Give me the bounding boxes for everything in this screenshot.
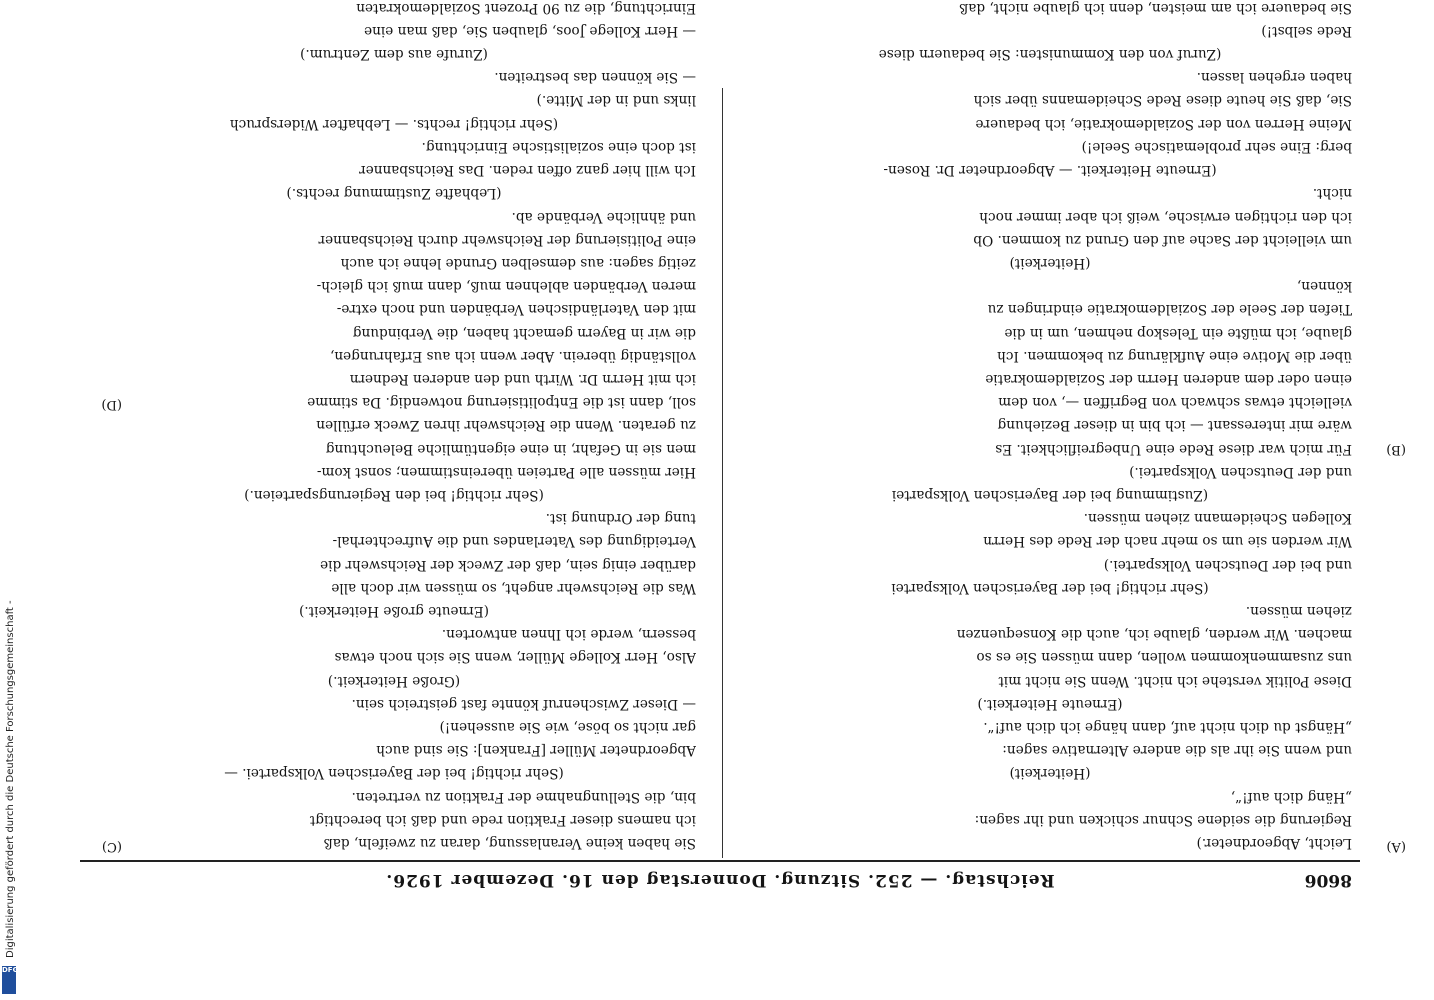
page-number: 8606	[1304, 870, 1352, 890]
text-line: Abgeordneter Müller [Franken]: Sie sind auch	[376, 742, 696, 759]
text-line: Für mich war diese Rede eine Unbegreiflichkeit. Es	[995, 440, 1352, 457]
text-line: Also, Herr Kollege Müller, wenn Sie sich noch etwas	[334, 649, 696, 666]
text-line: ich namens dieser Fraktion rede und daß ich berechtigt	[309, 811, 696, 828]
left-text-column	[748, 0, 1352, 854]
text-line: machen. Wir werden, glaube ich, auch die Konsequenzen	[956, 626, 1352, 643]
text-line: Hier müssen alle Parteien übereinstimmen; sonst kom-	[316, 463, 696, 480]
text-line: zu geraten. Wenn die Reichswehr ihren Zweck erfüllen	[316, 417, 696, 434]
text-line: Sie bedauere ich am meisten, denn ich glaube nicht, daß	[959, 0, 1352, 16]
text-line: berg: Eine sehr problematische Seele!)	[1081, 138, 1352, 155]
text-line: men sie in Gefahr, in eine eigentümliche Beleuchtung	[325, 440, 696, 457]
right-text-column	[92, 0, 696, 854]
text-line: (Sehr richtig! bei der Bayerischen Volkspartei. —	[224, 765, 564, 782]
text-line: ist doch eine sozialistische Einrichtung.	[421, 138, 696, 155]
text-line: Sie, daß Sie heute diese Rede Scheidemanns über sich	[973, 92, 1352, 109]
text-line: „Häng dich auf!“,	[1230, 788, 1352, 805]
page-title: Reichstag. — 252. Sitzung. Donnerstag den 16. Dezember 1926.	[385, 870, 1055, 890]
text-line: (Heiterkeit)	[1009, 765, 1091, 782]
text-line: Tiefen der Seele der Sozialdemokratie eindringen zu	[987, 301, 1352, 318]
text-line: gar nicht so böse, wie Sie aussehen!)	[439, 718, 696, 735]
margin-letter-b: (B)	[1386, 442, 1406, 457]
text-line: Diese Politik verstehe ich nicht. Wenn Sie nicht mit	[998, 672, 1352, 689]
margin-letter-a: (A)	[1386, 839, 1406, 854]
text-line: Einrichtung, die zu 90 Prozent Sozialdemokraten	[356, 0, 696, 16]
text-line: bin, die Stellungnahme der Fraktion zu vertreten.	[351, 788, 696, 805]
text-line: — Herr Kollege Joos, glauben Sie, daß man eine	[364, 22, 696, 39]
text-line: Regierung die seidene Schnur schicken und ihr sagen:	[974, 811, 1352, 828]
text-line: (Heiterkeit)	[1009, 254, 1091, 271]
margin-letter-c: (C)	[101, 839, 122, 854]
text-line: (Zuruf von den Kommunisten: Sie bedauern diese	[878, 46, 1222, 63]
dfg-logo-text: DFG	[2, 966, 19, 974]
text-line: mit den Vaterländischen Verbänden und noch extre-	[336, 301, 696, 318]
text-line: ich den richtigen erwische, weiß ich aber immer noch	[979, 208, 1352, 225]
text-line: (Erneute Heiterkeit.)	[977, 695, 1123, 712]
column-divider	[722, 88, 723, 858]
text-line: vollständig überein. Aber wenn ich aus Erfahrungen,	[330, 347, 696, 364]
text-line: tung der Ordnung ist.	[545, 510, 696, 527]
text-line: haben ergehen lassen.	[1196, 69, 1352, 86]
text-line: vielleicht etwas schwach von Begriffen —, von dem	[998, 394, 1352, 411]
text-line: Was die Reichswehr angeht, so müssen wir doch alle	[331, 579, 696, 596]
text-line: (Sehr richtig! bei den Regierungsparteien.)	[244, 486, 544, 503]
text-line: wäre mir interessant — ich bin in dieser Beziehung	[997, 417, 1352, 434]
text-line: zeitig sagen: aus demselben Grunde lehne ich auch	[340, 254, 696, 271]
text-line: Leicht, Abgeordneter.)	[1196, 835, 1352, 851]
text-line: ziehen müssen.	[1245, 602, 1352, 619]
text-line: Kollegen Scheidemann ziehen müssen.	[1083, 510, 1352, 527]
dfg-logo	[2, 966, 19, 994]
text-line: (Sehr richtig! rechts. — Lebhafter Widerspruch	[229, 115, 559, 132]
text-line: und der Deutschen Volkspartei.)	[1129, 463, 1352, 480]
text-line: Wir werden sie um so mehr nach der Rede des Herrn	[983, 533, 1352, 550]
text-line: Rede selbst!)	[1261, 22, 1352, 39]
text-line: soll, dann ist die Entpolitisierung notwendig. Da stimme	[307, 394, 696, 411]
text-line: über die Motive eine Aufklärung zu bekommen. Ich	[997, 347, 1352, 364]
text-line: eine Politisierung der Reichswehr durch Reichsbanner	[318, 231, 696, 248]
margin-letter-d: (D)	[101, 397, 122, 412]
text-line: (Lebhafte Zustimmung rechts.)	[286, 185, 502, 202]
text-line: (Erneute Heiterkeit. — Abgeordneter Dr. Rosen-	[883, 162, 1217, 179]
text-line: die wir in Bayern gemacht haben, die Verbindung	[352, 324, 696, 341]
text-line: — Sie können das bestreiten.	[494, 69, 696, 86]
text-line: (Zurufe aus dem Zentrum.)	[300, 46, 488, 63]
text-line: (Erneute große Heiterkeit.)	[299, 602, 489, 619]
text-line: und wenn Sie ihr als die andere Alternative sagen:	[1002, 742, 1352, 759]
page-header	[80, 858, 1360, 894]
text-line: darüber einig sein, daß der Zweck der Reichswehr die	[320, 556, 696, 573]
header-rule	[80, 860, 1360, 862]
text-line: links und in der Mitte.)	[536, 92, 696, 109]
text-line: meren Verbänden ablehnen muß, dann muß ich gleich-	[316, 278, 696, 295]
text-line: einen oder dem anderen Herrn der Sozialdemokratie	[985, 370, 1352, 387]
caption-text: Digitalisierung gefördert durch die Deutsche Forschungsgemeinschaft -	[5, 600, 16, 958]
digitization-caption	[4, 0, 18, 1000]
text-line: Verteidigung des Vaterlandes und die Aufrechterhal-	[332, 533, 696, 550]
text-line: (Große Heiterkeit.)	[327, 672, 461, 689]
text-line: (Sehr richtig! bei der Bayerischen Volkspartei	[891, 579, 1209, 596]
text-line: (Zustimmung bei der Bayerischen Volkspartei	[891, 486, 1209, 503]
scanned-page	[80, 0, 1406, 902]
text-line: uns zusammenkommen wollen, dann müssen Sie es so	[976, 649, 1352, 666]
text-line: können,	[1296, 278, 1352, 295]
text-line: „Hängst du dich nicht auf, dann hänge ich dich auf!“.	[983, 718, 1352, 735]
text-line: — Dieser Zwischenruf könnte fast geistreich sein.	[351, 695, 696, 712]
text-line: um vielleicht der Sache auf den Grund zu kommen. Ob	[973, 231, 1352, 248]
text-line: Ich will hier ganz offen reden. Das Reichsbanner	[359, 162, 696, 179]
text-line: Meine Herren von der Sozialdemokratie, ich bedauere	[975, 115, 1352, 132]
text-line: ich mit Herrn Dr. Wirth und den anderen Rednern	[349, 370, 696, 387]
text-line: und bei der Deutschen Volkspartei.)	[1103, 556, 1352, 573]
text-line: nicht.	[1312, 185, 1352, 202]
text-line: glaube, ich müßte ein Teleskop nehmen, um in die	[1004, 324, 1352, 341]
text-line: Sie haben keine Veranlassung, daran zu zweifeln, daß	[323, 835, 696, 851]
text-line: und ähnliche Verbände ab.	[511, 208, 696, 225]
text-line: bessern, werde ich Ihnen antworten.	[441, 626, 696, 643]
